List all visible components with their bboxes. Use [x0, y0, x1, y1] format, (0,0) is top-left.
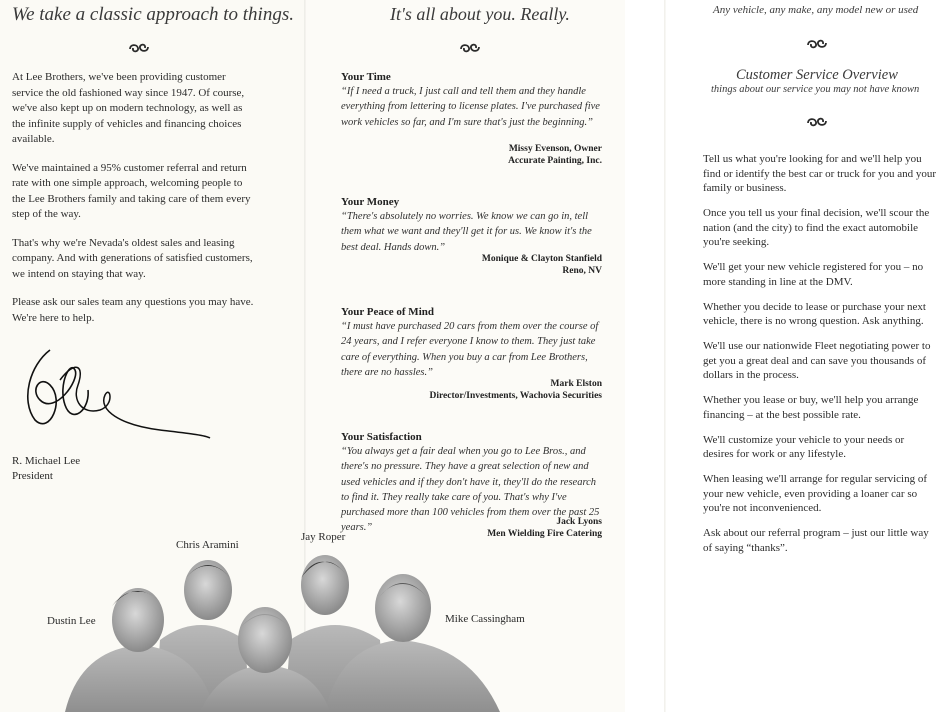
service-item: Ask about our referral program – just our little way of saying “thanks”.	[703, 527, 929, 554]
fold-line	[664, 0, 666, 712]
testimonial-title: Your Peace of Mind	[341, 306, 434, 318]
tagline: Any vehicle, any make, any model new or used	[713, 4, 919, 16]
testimonial-org: Reno, NV	[562, 266, 602, 276]
staff-name-label: Chris Aramini	[176, 539, 239, 551]
testimonial-quote: “If I need a truck, I just call and tell them and they handle everything from lettering to license plates. I've purchased five work vehicles so far, and I'm sure that's just the beginning.”	[341, 86, 600, 128]
testimonial-quote: “I must have purchased 20 cars from them over the course of 24 years, and I refer everyone I know to them. They just take care of everything. When you buy a car from Lee Brothers, there are no hassles.”	[341, 321, 599, 378]
testimonial-org: Accurate Painting, Inc.	[508, 156, 602, 166]
intro-paragraph: At Lee Brothers, we've been providing customer service the old fashioned way since 1947. Of course, we've also kept up on modern technology, as well as the infinite supply of vehicles and financing choices available.	[12, 71, 245, 145]
staff-name-label: Jay Roper	[301, 531, 346, 543]
testimonial-attribution	[400, 516, 602, 540]
testimonial-attribution	[380, 378, 602, 402]
testimonial-attribution	[400, 143, 602, 167]
panel1-body	[12, 70, 258, 339]
ornament-icon	[128, 42, 150, 54]
panel3-subheading: things about our service you may not have known	[711, 84, 920, 95]
staff-name-label: Dustin Lee	[47, 615, 96, 627]
testimonial-attribution	[400, 253, 602, 277]
signature-image	[20, 340, 220, 450]
ornament-icon	[459, 42, 481, 54]
service-item: We'll get your new vehicle registered for you – no more standing in line at the DMV.	[703, 261, 924, 288]
staff-photo	[60, 540, 520, 712]
service-item: We'll use our nationwide Fleet negotiating power to get you a great deal and can save you thousands of dollars in the process.	[703, 340, 931, 381]
panel2-heading: It's all about you. Really.	[390, 4, 570, 24]
signer-title: President	[12, 470, 53, 482]
service-item: We'll customize your vehicle to your needs or desires for work or any lifestyle.	[703, 433, 905, 460]
service-item: Tell us what you're looking for and we'll help you find or identify the best car or truck for you and your family or business.	[703, 153, 937, 194]
signer-name: R. Michael Lee	[12, 455, 81, 467]
testimonial-org: Director/Investments, Wachovia Securities	[429, 391, 602, 401]
ornament-icon	[806, 38, 828, 50]
service-item: When leasing we'll arrange for regular servicing of your new vehicle, even providing a loaner car so you're not inconvenienced.	[703, 473, 928, 514]
panel3-heading: Customer Service Overview	[736, 67, 898, 83]
service-item: Whether you decide to lease or purchase your next vehicle, there is no wrong question. Ask anything.	[703, 300, 926, 327]
staff-name-label: Mike Cassingham	[445, 613, 525, 625]
testimonial-name: Monique & Clayton Stanfield	[481, 254, 602, 264]
service-item: Whether you lease or buy, we'll help you arrange financing – at the best possible rate.	[703, 394, 919, 421]
testimonial-name: Mark Elston	[550, 379, 602, 389]
testimonial-quote: “There's absolutely no worries. We know we can go in, tell them what we want and they'll get it for us. We know it's the best deal. Hands down.”	[341, 211, 592, 253]
intro-paragraph: Please ask our sales team any questions you may have. We're here to help.	[12, 296, 254, 324]
intro-paragraph: We've maintained a 95% customer referral and return rate with one simple approach, welcoming people to the Lee Brothers family and taking care of them every step of the way.	[12, 161, 251, 220]
signer	[12, 454, 80, 484]
service-list	[703, 152, 937, 566]
ornament-icon	[806, 116, 828, 128]
testimonial-title: Your Money	[341, 196, 400, 208]
testimonial-quote: “You always get a fair deal when you go to Lee Bros., and there's no pressure. They have a great selection of new and used vehicles and if they don't have it, they'll do the research to find it. They really take care of you. That's why I've purchased more than 100 vehicles from them over the past 25 years.”	[341, 446, 600, 534]
testimonial-title: Your Time	[341, 71, 391, 83]
testimonial-name: Jack Lyons	[556, 517, 602, 527]
testimonial-title: Your Satisfaction	[341, 431, 422, 443]
testimonial-org: Men Wielding Fire Catering	[487, 529, 602, 539]
panel1-heading: We take a classic approach to things.	[12, 4, 294, 25]
intro-paragraph: That's why we're Nevada's oldest sales and leasing company. And with generations of satisfied customers, we intend on staying that way.	[12, 236, 253, 280]
testimonial-name: Missy Evenson, Owner	[508, 144, 602, 154]
service-item: Once you tell us your final decision, we'll scour the nation (and the city) to find the exact automobile you're seeking.	[703, 207, 930, 248]
